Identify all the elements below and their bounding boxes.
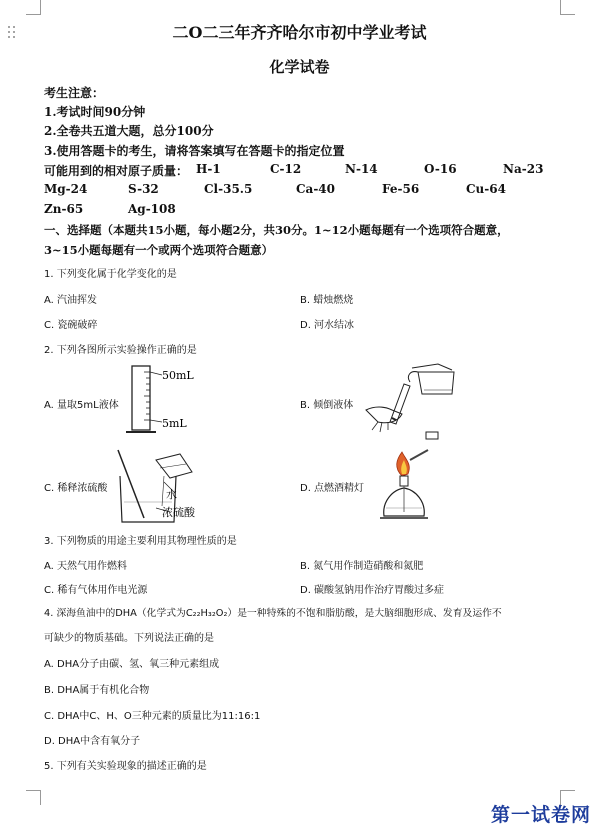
- section-1-heading: 一、选择题（本题共15小题，每小题2分，共30分。1~12小题每题有一个选项符合题意，: [44, 223, 509, 237]
- atomic-mass-mg: Mg-24: [44, 182, 88, 196]
- question-3-option-c[interactable]: C. 稀有气体用作电光源: [44, 585, 148, 596]
- site-watermark: 第一试卷网: [490, 804, 591, 826]
- atomic-mass-ca: Ca-40: [296, 182, 336, 196]
- crop-mark-top-right: [560, 0, 575, 15]
- question-3-option-d[interactable]: D. 碳酸氢钠用作治疗胃酸过多症: [300, 585, 445, 596]
- subject-title: 化学试卷: [269, 58, 330, 76]
- question-2-stem: 2. 下列各图所示实验操作正确的是: [44, 345, 197, 356]
- atomic-mass-cl: Cl-35.5: [204, 182, 253, 196]
- crop-mark-bottom-left: [26, 790, 41, 805]
- question-3-option-b[interactable]: B. 氮气用作制造硝酸和氮肥: [300, 561, 424, 572]
- question-5-stem: 5. 下列有关实验现象的描述正确的是: [44, 761, 207, 772]
- atomic-mass-o: O-16: [424, 162, 457, 176]
- atomic-mass-zn: Zn-65: [44, 202, 84, 216]
- question-2-option-d[interactable]: D. 点燃酒精灯: [300, 483, 365, 494]
- atomic-mass-label: 可能用到的相对原子质量：: [44, 164, 189, 178]
- question-2-option-b[interactable]: B. 倾倒液体: [300, 400, 354, 411]
- atomic-mass-n: N-14: [345, 162, 378, 176]
- diluting-acid-figure: [108, 446, 228, 526]
- question-3-stem: 3. 下列物质的用途主要利用其物理性质的是: [44, 536, 237, 547]
- question-4-stem-cont: 可缺少的物质基础。下列说法正确的是: [44, 633, 214, 644]
- cylinder-label-5ml: 5mL: [162, 417, 187, 430]
- atomic-mass-fe: Fe-56: [382, 182, 420, 196]
- atomic-mass-cu: Cu-64: [466, 182, 506, 196]
- question-1-option-d[interactable]: D. 河水结冰: [300, 320, 355, 331]
- graduated-cylinder-figure: [124, 362, 224, 440]
- notice-item-3: 3.使用答题卡的考生，请将答案填写在答题卡的指定位置: [44, 144, 345, 158]
- figure-label-water: 水: [166, 488, 177, 501]
- question-4-option-b[interactable]: B. DHA属于有机化合物: [44, 685, 150, 696]
- notice-heading: 考生注意：: [44, 86, 105, 100]
- question-4-option-c[interactable]: C. DHA中C、H、O三种元素的质量比为11:16:1: [44, 711, 261, 722]
- cylinder-label-50ml: 50mL: [162, 369, 194, 382]
- question-3-option-a[interactable]: A. 天然气用作燃料: [44, 561, 128, 572]
- question-1-option-c[interactable]: C. 瓷碗破碎: [44, 320, 98, 331]
- crop-mark-top-left: [26, 0, 41, 15]
- question-1-option-a[interactable]: A. 汽油挥发: [44, 295, 98, 306]
- question-1-stem: 1. 下列变化属于化学变化的是: [44, 269, 177, 280]
- exam-title: 二O二三年齐齐哈尔市初中学业考试: [172, 23, 427, 42]
- atomic-mass-ag: Ag-108: [128, 202, 176, 216]
- atomic-mass-na: Na-23: [503, 162, 544, 176]
- figure-label-sulfuric-acid: 浓硫酸: [162, 506, 195, 519]
- notice-item-2: 2.全卷共五道大题，总分100分: [44, 124, 214, 138]
- alcohol-lamp-figure: [372, 446, 452, 526]
- question-4-stem: 4. 深海鱼油中的DHA（化学式为C₂₂H₃₂O₂）是一种特殊的不饱和脂肪酸，是大脑细胞形成、发育及运作不: [44, 608, 502, 619]
- question-4-option-a[interactable]: A. DHA分子由碳、氢、氧三种元素组成: [44, 659, 220, 670]
- atomic-mass-h: H-1: [196, 162, 221, 176]
- question-2-option-a[interactable]: A. 量取5mL液体: [44, 400, 119, 411]
- question-2-option-c[interactable]: C. 稀释浓硫酸: [44, 483, 108, 494]
- atomic-mass-s: S-32: [128, 182, 159, 196]
- question-4-option-d[interactable]: D. DHA中含有氧分子: [44, 736, 141, 747]
- section-1-heading-cont: 3~15小题每题有一个或两个选项符合题意）: [44, 243, 274, 257]
- question-1-option-b[interactable]: B. 蜡烛燃烧: [300, 295, 354, 306]
- pouring-liquid-figure: [360, 360, 470, 445]
- notice-item-1: 1.考试时间90分钟: [44, 105, 146, 119]
- atomic-mass-c: C-12: [270, 162, 302, 176]
